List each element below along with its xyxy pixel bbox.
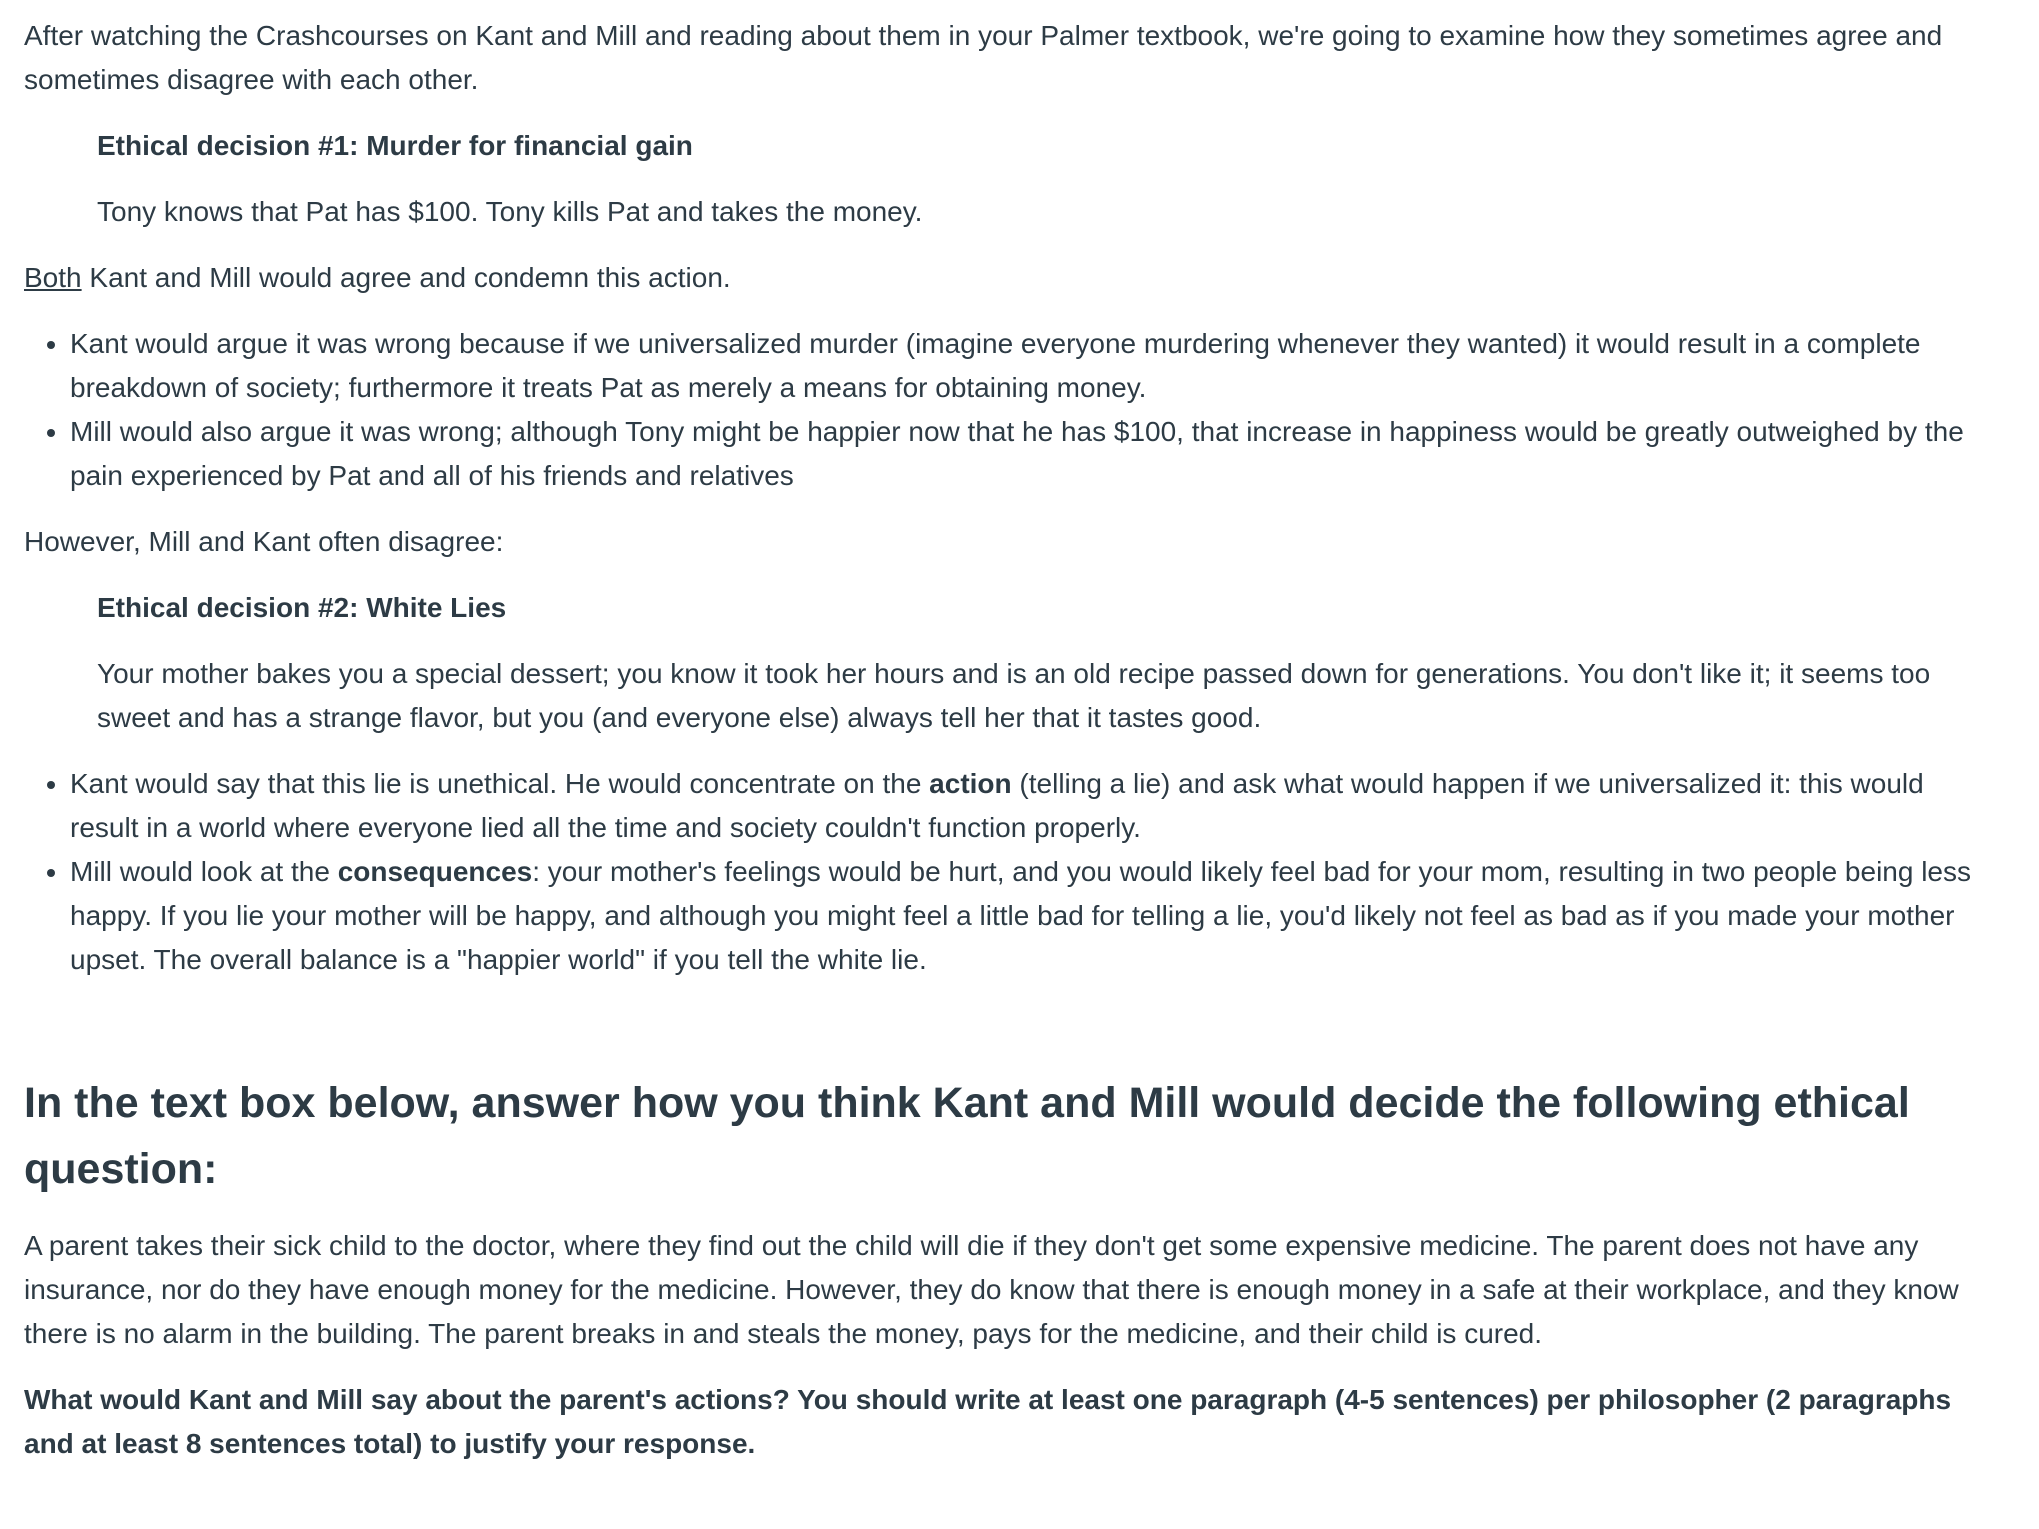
decision-1-title: Ethical decision #1: Murder for financial gain (97, 130, 693, 161)
list-item-mill-disagree (70, 850, 1984, 982)
response-prompt: What would Kant and Mill say about the parent's actions? You should write at least one paragraph (4-5 sentences) per philosopher (2 paragraphs and at least 8 sentences total) to justify your response. (24, 1384, 1952, 1459)
mill-bold-term: consequences (337, 856, 533, 887)
kant-bold-term: action (929, 768, 1012, 799)
intro-paragraph: After watching the Crashcourses on Kant and Mill and reading about them in your Palmer textbook, we're going to examine how they sometimes agree and sometimes disagree with each other. (24, 20, 1943, 95)
decision-1-scenario: Tony knows that Pat has $100. Tony kills Pat and takes the money. (97, 196, 923, 227)
agree-statement (24, 256, 1984, 300)
list-item-kant-agree: • Kant would argue it was wrong because if we universalized murder (imagine everyone murdering whenever they wanted) it would result in a complete breakdown of society; furthermore it treats Pat as merely a means for obtaining money. (70, 322, 1984, 410)
agree-statement-rest: Kant and Mill would agree and condemn this action. (81, 262, 731, 293)
disagree-points-list (24, 762, 1984, 982)
decision-2-title: Ethical decision #2: White Lies (97, 592, 507, 623)
agree-underlined-word: Both (24, 262, 82, 293)
assignment-content (24, 14, 1984, 1488)
agree-points-list (24, 322, 1984, 498)
question-heading: In the text box below, answer how you think Kant and Mill would decide the following ethical question: (24, 1079, 1910, 1193)
question-scenario: A parent takes their sick child to the doctor, where they find out the child will die if they don't get some expensive medicine. The parent does not have any insurance, nor do they have enough money for the medicine. However, they do know that there is enough money in a safe at their workplace, and they know there is no alarm in the building. The parent breaks in and steals the money, pays for the medicine, and their child is cured. (24, 1230, 1959, 1349)
mill-text-before: Mill would look at the (70, 856, 338, 887)
disagree-intro: However, Mill and Kant often disagree: (24, 526, 504, 557)
kant-text-after: (telling a lie) and ask what would happen if we universalized it: this would result in a world where everyone lied all the time and society couldn't function properly. (70, 768, 1924, 843)
kant-text-before: Kant would say that this lie is unethical. He would concentrate on the (70, 768, 930, 799)
list-item-mill-agree: • Mill would also argue it was wrong; although Tony might be happier now that he has $100, that increase in happiness would be greatly outweighed by the pain experienced by Pat and all of his friends and relatives (70, 410, 1984, 498)
decision-2-scenario: Your mother bakes you a special dessert; you know it took her hours and is an old recipe passed down for generations. You don't like it; it seems too sweet and has a strange flavor, but you (and everyone else) always tell her that it tastes good. (97, 658, 1931, 733)
mill-text-after: : your mother's feelings would be hurt, and you would likely feel bad for your mom, resulting in two people being less happy. If you lie your mother will be happy, and although you might feel a little bad for telling a lie, you'd likely not feel as bad as if you made your mother upset. The overall balance is a "happier world" if you tell the white lie. (70, 856, 1972, 975)
list-item-kant-disagree (70, 762, 1984, 850)
